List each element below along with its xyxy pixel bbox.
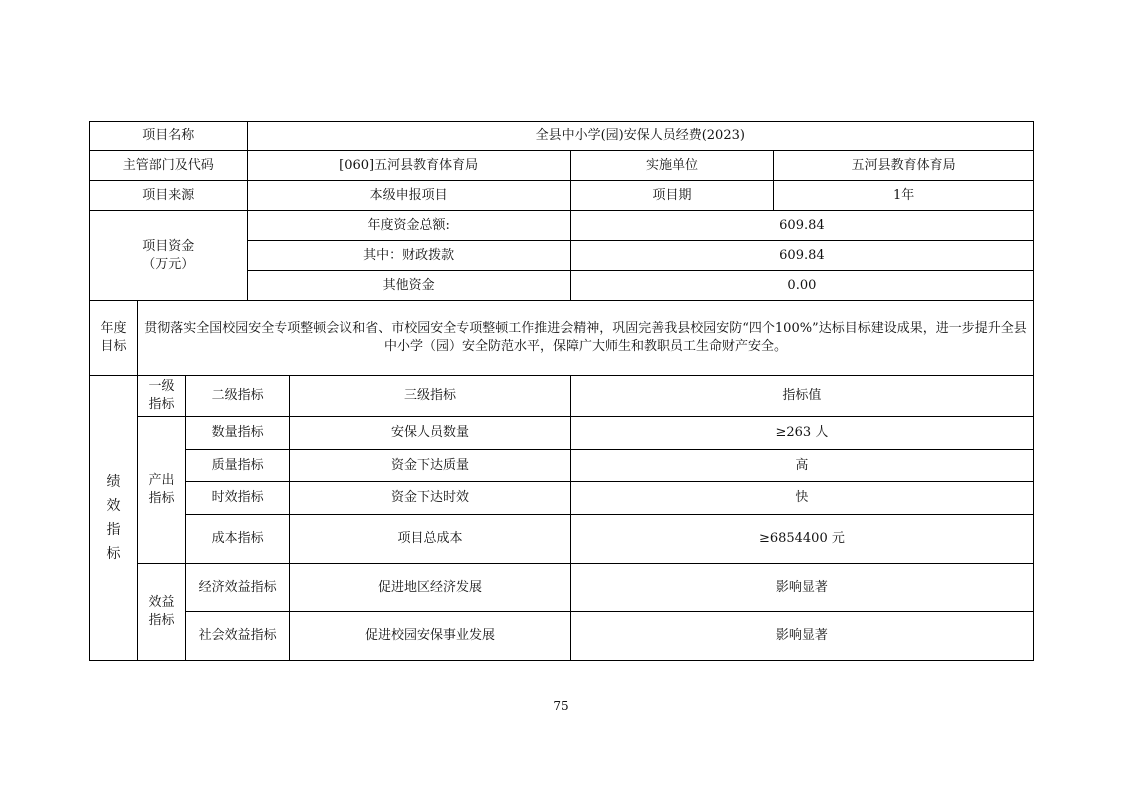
level3-cell: 促进地区经济发展 xyxy=(290,564,571,612)
project-source-value: 本级申报项目 xyxy=(247,181,570,211)
project-source-label: 项目来源 xyxy=(90,181,248,211)
level2-cell: 质量指标 xyxy=(185,450,289,482)
indicator-value-header: 指标值 xyxy=(570,376,1033,417)
level3-cell: 促进校园安保事业发展 xyxy=(290,612,571,661)
page-number: 75 xyxy=(553,699,569,713)
performance-label-char-4: 标 xyxy=(106,546,121,562)
annual-goal-label-line1: 年度 xyxy=(100,321,127,337)
level3-cell: 资金下达时效 xyxy=(290,482,571,515)
level3-cell: 安保人员数量 xyxy=(290,417,571,450)
performance-label-char-2: 效 xyxy=(106,498,121,514)
department-value: [060]五河县教育体育局 xyxy=(247,151,570,181)
indicator-header-row xyxy=(90,376,1034,417)
table-row xyxy=(90,515,1034,564)
table-row xyxy=(90,482,1034,515)
funds-label xyxy=(90,211,248,301)
level2-cell: 成本指标 xyxy=(185,515,289,564)
benefit-indicator-line2: 指标 xyxy=(148,613,175,628)
level2-cell: 经济效益指标 xyxy=(185,564,289,612)
level2-cell: 数量指标 xyxy=(185,417,289,450)
performance-label-char-3: 指 xyxy=(106,522,121,538)
table-row xyxy=(90,564,1034,612)
department-row xyxy=(90,151,1034,181)
performance-label xyxy=(90,376,138,661)
level2-cell: 时效指标 xyxy=(185,482,289,515)
indicator-value-cell: 影响显著 xyxy=(570,612,1033,661)
output-indicator-label xyxy=(137,417,185,564)
funds-other-value: 0.00 xyxy=(570,271,1033,301)
performance-label-char-1: 绩 xyxy=(106,474,121,490)
project-name-value: 全县中小学(园)安保人员经费(2023) xyxy=(247,122,1034,151)
level2-header: 二级指标 xyxy=(185,376,289,417)
benefit-indicator-label xyxy=(137,564,185,661)
project-performance-table xyxy=(89,121,1034,661)
project-period-label: 项目期 xyxy=(570,181,773,211)
level3-cell: 项目总成本 xyxy=(290,515,571,564)
funds-fiscal-label: 其中：财政拨款 xyxy=(247,241,570,271)
level3-header: 三级指标 xyxy=(290,376,571,417)
funds-label-line2: （万元） xyxy=(142,256,195,272)
annual-goal-label-line2: 目标 xyxy=(100,339,127,354)
indicator-value-cell: ≥263 人 xyxy=(570,417,1033,450)
project-period-value: 1年 xyxy=(774,181,1034,211)
table-row xyxy=(90,612,1034,661)
department-label: 主管部门及代码 xyxy=(90,151,248,181)
table-row xyxy=(90,417,1034,450)
annual-goal-label xyxy=(90,301,138,376)
indicator-value-cell: 影响显著 xyxy=(570,564,1033,612)
output-indicator-line2: 指标 xyxy=(148,491,175,506)
funds-total-label: 年度资金总额: xyxy=(247,211,570,241)
funds-label-line1: 项目资金 xyxy=(142,238,195,254)
source-row xyxy=(90,181,1034,211)
implementing-unit-label: 实施单位 xyxy=(570,151,773,181)
indicator-value-cell: 高 xyxy=(570,450,1033,482)
level3-cell: 资金下达质量 xyxy=(290,450,571,482)
benefit-indicator-line1: 效益 xyxy=(148,595,175,611)
table-row xyxy=(90,450,1034,482)
output-indicator-line1: 产出 xyxy=(148,473,175,489)
level1-header-line2: 指标 xyxy=(148,397,175,412)
indicator-value-cell: ≥6854400 元 xyxy=(570,515,1033,564)
funds-total-row xyxy=(90,211,1034,241)
level2-cell: 社会效益指标 xyxy=(185,612,289,661)
indicator-value-cell: 快 xyxy=(570,482,1033,515)
implementing-unit-value: 五河县教育体育局 xyxy=(774,151,1034,181)
funds-other-label: 其他资金 xyxy=(247,271,570,301)
project-name-label: 项目名称 xyxy=(90,122,248,151)
annual-goal-row xyxy=(90,301,1034,376)
level1-header xyxy=(137,376,185,417)
annual-goal-text: 贯彻落实全国校园安全专项整顿会议和省、市校园安全专项整顿工作推进会精神，巩固完善我县校园安防“四个100%”达标目标建设成果，进一步提升全县中小学（园）安全防范水平，保障广大师生和教职员工生命财产安全。 xyxy=(137,301,1033,376)
funds-total-value: 609.84 xyxy=(570,211,1033,241)
project-name-row xyxy=(90,122,1034,151)
level1-header-line1: 一级 xyxy=(148,379,175,395)
funds-fiscal-value: 609.84 xyxy=(570,241,1033,271)
